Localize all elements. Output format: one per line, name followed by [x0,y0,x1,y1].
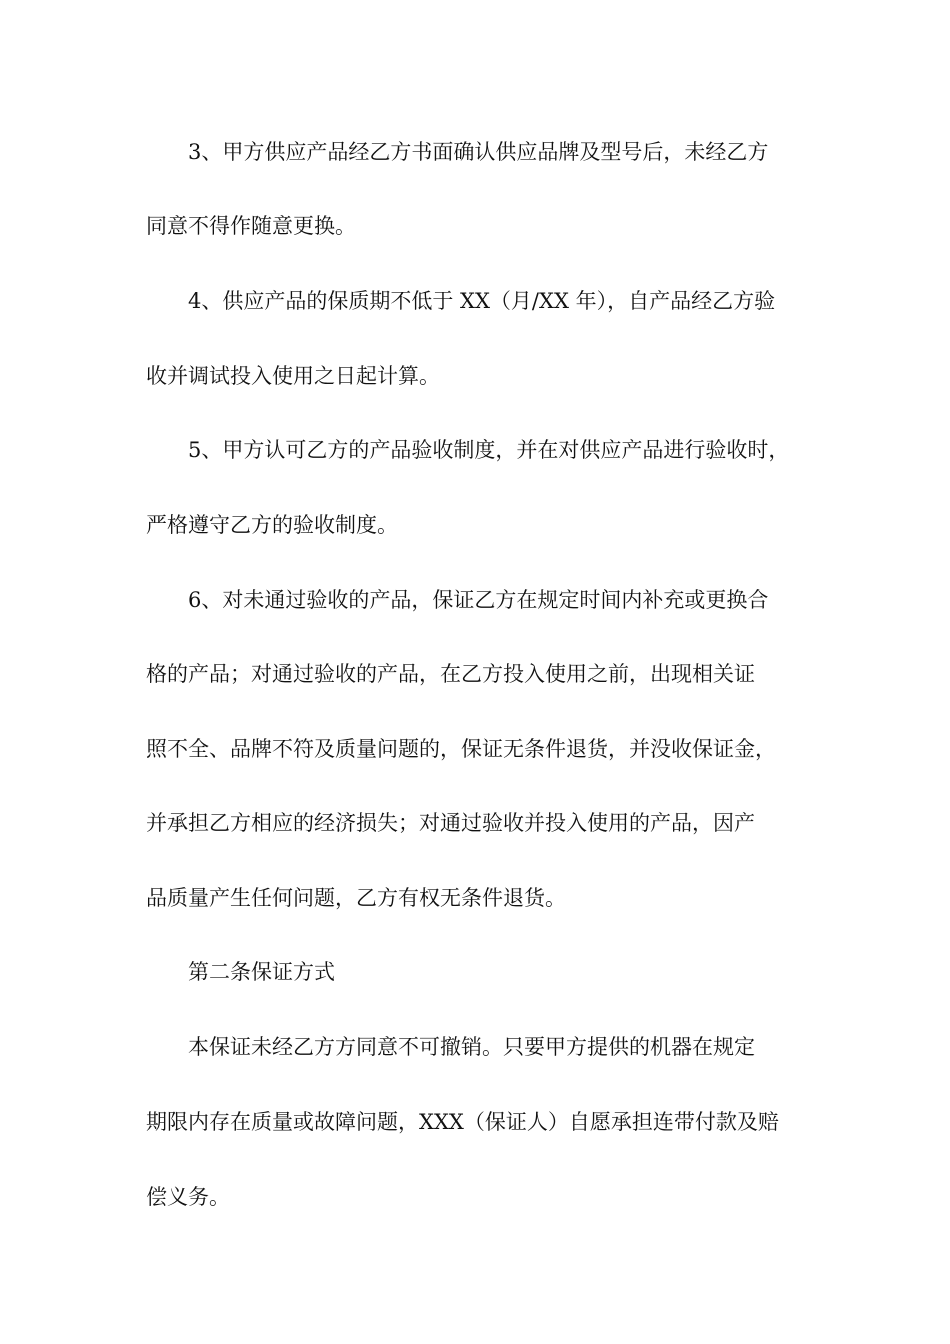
clause-6-line-4: 并承担乙方相应的经济损失；对通过验收并投入使用的产品，因产 [146,811,755,835]
clause-4-line-2: 收并调试投入使用之日起计算。 [146,364,440,388]
clause-5-line-1: 5、甲方认可乙方的产品验收制度，并在对供应产品进行验收时， [188,438,790,462]
clause-3-line-2: 同意不得作随意更换。 [146,214,356,238]
clause-6-line-5: 品质量产生任何问题，乙方有权无条件退货。 [146,886,566,910]
clause-4-line-1: 4、供应产品的保质期不低于 XX（月/XX 年），自产品经乙方验 [188,289,776,313]
clause-3-line-1: 3、甲方供应产品经乙方书面确认供应品牌及型号后，未经乙方 [188,140,769,164]
clause-6-line-2: 格的产品；对通过验收的产品，在乙方投入使用之前，出现相关证 [146,662,755,686]
guarantee-line-2: 期限内存在质量或故障问题，XXX（保证人）自愿承担连带付款及赔 [146,1110,779,1134]
section-heading: 第二条保证方式 [188,960,335,984]
clause-6-line-1: 6、对未通过验收的产品，保证乙方在规定时间内补充或更换合 [188,588,769,612]
guarantee-line-3: 偿义务。 [146,1185,230,1209]
clause-6-line-3: 照不全、品牌不符及质量问题的，保证无条件退货，并没收保证金， [146,737,776,761]
guarantee-line-1: 本保证未经乙方方同意不可撤销。只要甲方提供的机器在规定 [188,1035,755,1059]
clause-5-line-2: 严格遵守乙方的验收制度。 [146,513,398,537]
